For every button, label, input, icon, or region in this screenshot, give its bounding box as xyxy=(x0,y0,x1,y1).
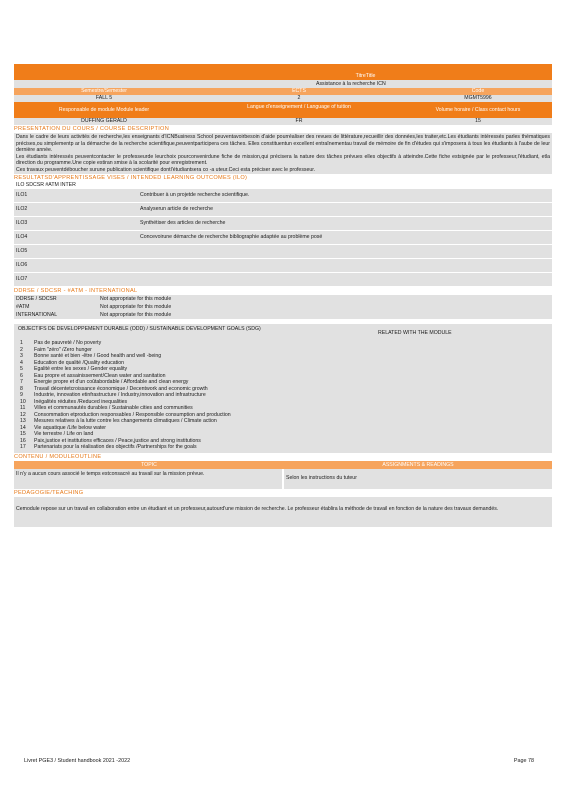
odd-text: Vie terrestre / Life on land xyxy=(34,431,94,437)
odd-text: Eau propre et assainissement/Clean water and sanitation xyxy=(34,372,166,379)
odd-text: Villes et communautés durables / Sustainable cities and communities xyxy=(34,405,193,411)
odd-number: 9 xyxy=(20,392,23,398)
ddrse-row xyxy=(14,295,552,303)
ilo-row xyxy=(14,245,552,259)
course-title: Assistance à la recherche ICN xyxy=(14,80,552,88)
language-header: Langue d'enseignement / Language of tuition xyxy=(247,104,351,110)
presentation-paragraph: Dans le cadre de leurs activités de recherche,les enseignants d'ICNBusiness School peuventavoirbesoin d'aide pourréaliser des revues de littérature,recueillir des données,les traiter,etc.Les étudiants intéressés parles thématiques précises,ou simplementp ar la démarche de la recherche scientifique,peuventparticipera ces tâches. Elles constituentun excellent entraînementau travail de mémoire de fin d'études qui s'imposera à tous les étudiants à l'aube de leur dernière année. xyxy=(16,134,550,153)
odd-text: Consommation etproduction responsables / Responsible consumption and production xyxy=(34,411,231,418)
ilo-row xyxy=(14,259,552,273)
odd-text: Energie propre et d'un coûtabordable / Affordable and clean energy xyxy=(34,379,189,385)
ilo-row xyxy=(14,189,552,203)
odd-number: 5 xyxy=(20,366,23,372)
language-value: FR xyxy=(295,118,303,124)
ects-header: ECTS xyxy=(292,88,306,94)
odd-number: 4 xyxy=(20,359,23,366)
odd-number: 7 xyxy=(20,379,23,385)
odd-number: 8 xyxy=(20,385,23,392)
code-header: Code xyxy=(471,88,485,94)
odd-text: Vie aquatique /Life below water xyxy=(34,424,107,431)
course-sheet xyxy=(14,64,552,527)
odd-text: Education de qualité /Quality education xyxy=(34,359,124,366)
odd-text: Partenariats pour la réalisation des objectifs /Partnerships for the goals xyxy=(34,444,197,450)
leader-header: Responsable de module Module leader xyxy=(58,107,150,113)
odd-text: Inégalités réduites /Reduced inequalities xyxy=(34,398,128,405)
ddrse-value: Not appropriate for this module xyxy=(100,295,172,302)
topic-header: TOPIC xyxy=(141,461,157,468)
ddrse-label: #ATM xyxy=(16,303,30,310)
leader-value: DUFFING GERALD xyxy=(81,118,127,124)
contenu-header: CONTENU / MODULEOUTLINE xyxy=(14,453,102,460)
ects-value: 2 xyxy=(297,95,301,101)
ilo-id: ILO5 xyxy=(14,245,138,259)
ilo-text xyxy=(138,259,552,273)
presentation-paragraph: Ces travaux peuventdéboucher surune publication scientifique dontl'étudiantsera co -a uteur.Ceci esta préciser avec le professeur. xyxy=(16,166,316,173)
odd-text: Mesures relatives à la lutte contre les changements climatiques / Climate action xyxy=(34,418,217,424)
title-label: TitreTitle xyxy=(355,73,376,79)
odd-number: 12 xyxy=(20,411,26,418)
odd-text: Bonne santé et bien -être / Good health and well -being xyxy=(34,353,162,359)
ilo-id: ILO1 xyxy=(14,189,138,203)
ddrse-table xyxy=(14,295,552,319)
odd-text: Pas de pauvreté / No poverty xyxy=(34,340,102,346)
odd-number: 14 xyxy=(20,424,26,431)
assignments-text: Selon les instructions du tuteur xyxy=(285,474,357,481)
odd-number: 15 xyxy=(20,431,26,437)
ilo-text: Synthétiser des articles de recherche xyxy=(138,217,552,231)
assignments-header: ASSIGNMENTS & READINGS xyxy=(382,461,454,468)
odd-number: 1 xyxy=(20,340,23,346)
ddrse-header: DDRSE / SDCSR - #ATM - INTERNATIONAL xyxy=(14,288,138,294)
pedagogy-text: Cemodule repose sur un travail en collaboration entre un étudiant et un professeur,autourd'une mission de recherche. Le professeur établira la méthode de travail en fonction de la nature des travaux demandés. xyxy=(14,497,552,527)
odd-related-header: RELATED WITH THE MODULE xyxy=(378,330,452,336)
pedagogy-header: PEDAGOGIE/TEACHING xyxy=(14,489,84,496)
ddrse-value: Not appropriate for this module xyxy=(100,303,172,310)
odd-number: 13 xyxy=(20,418,26,424)
ddrse-label: INTERNATIONAL xyxy=(16,311,58,318)
odd-number: 6 xyxy=(20,372,23,379)
ilo-id: ILO4 xyxy=(14,231,138,245)
ilo-id: ILO6 xyxy=(14,259,138,273)
hours-value: 15 xyxy=(475,118,481,124)
odd-number: 16 xyxy=(20,437,26,444)
odd-text: Egalité entre les sexes / Gender equality xyxy=(34,366,128,372)
odd-number: 17 xyxy=(20,444,26,450)
title-row-header xyxy=(14,72,552,80)
presentation-paragraph: Les étudiants intéressés peuventcontacter le professeurde leurchoix pourconvenirdune fiche de mission,qui précisera la nature des tâches prévues elles objectifs à atteindre.Cette fiche estsignée par le professeur,l'étudiant, etla direction du programme.Une copie estiran smise à la scolarité pour enregistrement. xyxy=(16,153,550,166)
odd-block xyxy=(14,324,552,453)
ddrse-row xyxy=(14,303,552,311)
semester-value: FALL 5 xyxy=(95,95,113,101)
odd-text: Industrie, innovation etinfrastructure / Industry,innovation and infrastructure xyxy=(34,392,206,398)
ilo-text: Analyserun article de recherche xyxy=(138,203,552,217)
page-number: Page 78 xyxy=(513,758,534,764)
odd-number: 3 xyxy=(20,353,23,359)
ilo-text: Concevoirune démarche de recherche bibliographie adaptée au problème posé xyxy=(138,231,552,245)
ilo-row xyxy=(14,203,552,217)
odd-number: 10 xyxy=(20,398,26,405)
ilo-id: ILO3 xyxy=(14,217,138,231)
odd-number: 2 xyxy=(20,346,23,353)
ilo-row xyxy=(14,217,552,231)
odd-text: Paix,justice et institutions efficaces / Peace,justice and strong institutions xyxy=(34,437,201,444)
ilo-id: ILO7 xyxy=(14,273,138,287)
ilo-id: ILO2 xyxy=(14,203,138,217)
ilo-table xyxy=(14,189,552,287)
topic-text: Il n'y a aucun cours associé le temps estconsacré au travail sur la mission prévue. xyxy=(16,470,205,477)
footer-handbook: Livret PGE3 / Student handbook 2021 -2022 xyxy=(24,758,131,764)
ilo-text: Contribuer à un projetde recherche scientifique. xyxy=(138,189,552,203)
hours-header: Volume horaire / Class contact hours xyxy=(435,107,521,113)
semester-header: Semestre/Semester xyxy=(81,88,127,94)
odd-row xyxy=(18,444,548,451)
odd-text: Faim "zéro" /Zero hunger xyxy=(34,346,92,353)
ddrse-value: Not appropriate for this module xyxy=(100,311,172,318)
odd-table xyxy=(18,340,548,451)
presentation-header: PRESENTATION DU COURS / COURSE DESCRIPTION xyxy=(14,126,170,132)
presentation-block xyxy=(14,133,552,174)
ilo-row xyxy=(14,273,552,287)
ilo-text xyxy=(138,273,552,287)
ilo-subheader: ILO SDCSR #ATM INTER xyxy=(16,182,76,188)
code-value: MGMT5996 xyxy=(464,95,492,101)
odd-text: Travail décentetcroissance économique / Decentwork and economic growth xyxy=(34,385,208,392)
ilo-header: RESULTATSD'APPRENTISSAGE VISES / INTENDED LEARNING OUTCOMES (ILO) xyxy=(14,175,248,181)
odd-number: 11 xyxy=(20,405,26,411)
ilo-text xyxy=(138,245,552,259)
ilo-row xyxy=(14,231,552,245)
ddrse-label: DDRSE / SDCSR xyxy=(16,295,57,302)
ddrse-row xyxy=(14,311,552,319)
page-footer xyxy=(24,758,534,765)
odd-header: OBJECTIFS DE DEVELOPPEMENT DURABLE (ODD) / SUSTAINABLE DEVELOPMENT GOALS (SDG) xyxy=(18,326,261,332)
